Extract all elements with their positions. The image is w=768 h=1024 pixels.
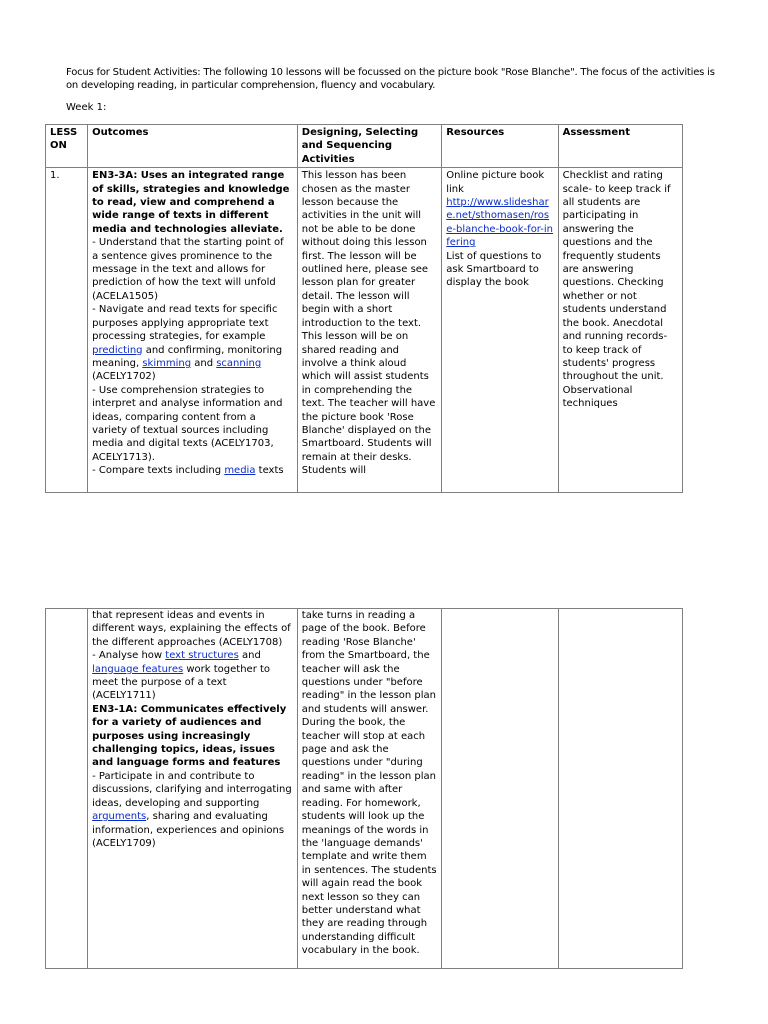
outcome-text: and xyxy=(191,357,217,369)
header-resources: Resources xyxy=(442,125,558,168)
predicting-link[interactable]: predicting xyxy=(92,344,143,356)
outcome-text: , sharing and evaluating information, experiences and opinions (ACELY1709) xyxy=(92,811,285,849)
header-assessment: Assessment xyxy=(558,125,682,168)
outcome-item xyxy=(92,770,293,850)
assessment-cell: Checklist and rating scale- to keep track if all students are participating in answering the questions and the frequently students are answering questions. Checking whether or not students understand the book. Anecdotal and running records- to keep track of students' progress throughout the unit. Observational techniques xyxy=(558,168,682,493)
resources-cell-continued xyxy=(442,609,558,969)
outcome-text: (ACELY1702) xyxy=(92,371,156,383)
table-header-row xyxy=(46,125,683,168)
arguments-link[interactable]: arguments xyxy=(92,811,147,823)
outcome-item: - Use comprehension strategies to interpret and analyse information and ideas, comparing content from a variety of textual sources including media and digital texts (ACELY1703, ACELY1713). xyxy=(92,384,283,463)
outcome-heading: EN3-1A: Communicates effectively for a variety of audiences and purposes using increasingly challenging topics, ideas, issues and language forms and features xyxy=(92,703,287,769)
lesson-number-continued xyxy=(46,609,88,969)
scanning-link[interactable]: scanning xyxy=(216,357,262,369)
outcome-heading: EN3-3A: Uses an integrated range of skills, strategies and knowledge to read, view and comprehend a wide range of texts in different media and technologies alleviate. xyxy=(92,170,290,235)
text-structures-link[interactable]: text structures xyxy=(165,650,239,662)
header-outcomes: Outcomes xyxy=(88,125,298,168)
lesson-table-part-2 xyxy=(45,608,683,969)
outcomes-cell-continued xyxy=(88,609,298,969)
resources-cell xyxy=(442,168,558,493)
header-lesson: LESS ON xyxy=(46,125,88,168)
outcome-item xyxy=(92,303,293,383)
outcome-item: that represent ideas and events in different ways, explaining the effects of the different approaches (ACELY1708) xyxy=(92,610,291,648)
week-heading: Week 1: xyxy=(66,102,107,113)
outcome-item: - Understand that the starting point of a sentence gives prominence to the message in the text and allows for prediction of how the text will unfold (ACELA1505) xyxy=(92,237,284,302)
lesson-table-part-1 xyxy=(45,124,683,493)
outcome-text: - Compare texts including xyxy=(92,465,225,477)
media-link[interactable]: media xyxy=(224,465,256,477)
resource-list: List of questions to ask Smartboard to display the book xyxy=(446,250,542,289)
outcome-text: - Analyse how xyxy=(92,650,166,662)
outcome-text: - Navigate and read texts for specific purposes applying appropriate text processing strategies, for example xyxy=(92,304,278,343)
outcomes-cell xyxy=(88,168,298,493)
language-features-link[interactable]: language features xyxy=(92,663,184,675)
outcome-text: and confirming, monitoring meaning, xyxy=(92,344,283,369)
intro-paragraph: Focus for Student Activities: The following 10 lessons will be focussed on the picture book "Rose Blanche". The focus of the activities is on developing reading, in particular comprehension, fluency and vocabulary. xyxy=(66,67,715,91)
outcome-text: work together to meet the purpose of a text (ACELY1711) xyxy=(92,663,271,702)
header-designing: Designing, Selecting and Sequencing Activities xyxy=(297,125,441,168)
outcome-item xyxy=(92,649,293,703)
outcome-item xyxy=(92,464,293,477)
table-row xyxy=(46,609,683,969)
outcome-text: and xyxy=(238,650,261,662)
outcome-text: texts xyxy=(255,465,284,477)
lesson-number: 1. xyxy=(46,168,88,493)
designing-cell-continued: take turns in reading a page of the book. Before reading 'Rose Blanche' from the Smartboard, the teacher will ask the questions under "before reading" in the lesson plan and students will answer. During the book, the teacher will stop at each page and ask the questions under "during reading" in the lesson plan and same with after reading. For homework, students will look up the meanings of the words in the 'language demands' template and write them in sentences. The students will again read the book next lesson so they can better understand what they are reading through understanding difficult vocabulary in the book. xyxy=(297,609,441,969)
resource-intro: Online picture book link xyxy=(446,170,545,195)
skimming-link[interactable]: skimming xyxy=(142,357,192,369)
outcome-text: - Participate in and contribute to discussions, clarifying and interrogating ideas, developing and supporting xyxy=(92,770,292,809)
slideshare-link[interactable]: http://www.slideshare.net/sthomasen/rose-blanche-book-for-infering xyxy=(446,197,554,249)
assessment-cell-continued xyxy=(558,609,682,969)
table-row xyxy=(46,168,683,493)
designing-cell: This lesson has been chosen as the master lesson because the activities in the unit will not be able to be done without doing this lesson first. The lesson will be outlined here, please see lesson plan for greater detail. The lesson will begin with a short introduction to the text. This lesson will be on shared reading and involve a think aloud which will assist students in comprehending the text. The teacher will have the picture book 'Rose Blanche' displayed on the Smartboard. Students will remain at their desks. Students will xyxy=(297,168,441,493)
